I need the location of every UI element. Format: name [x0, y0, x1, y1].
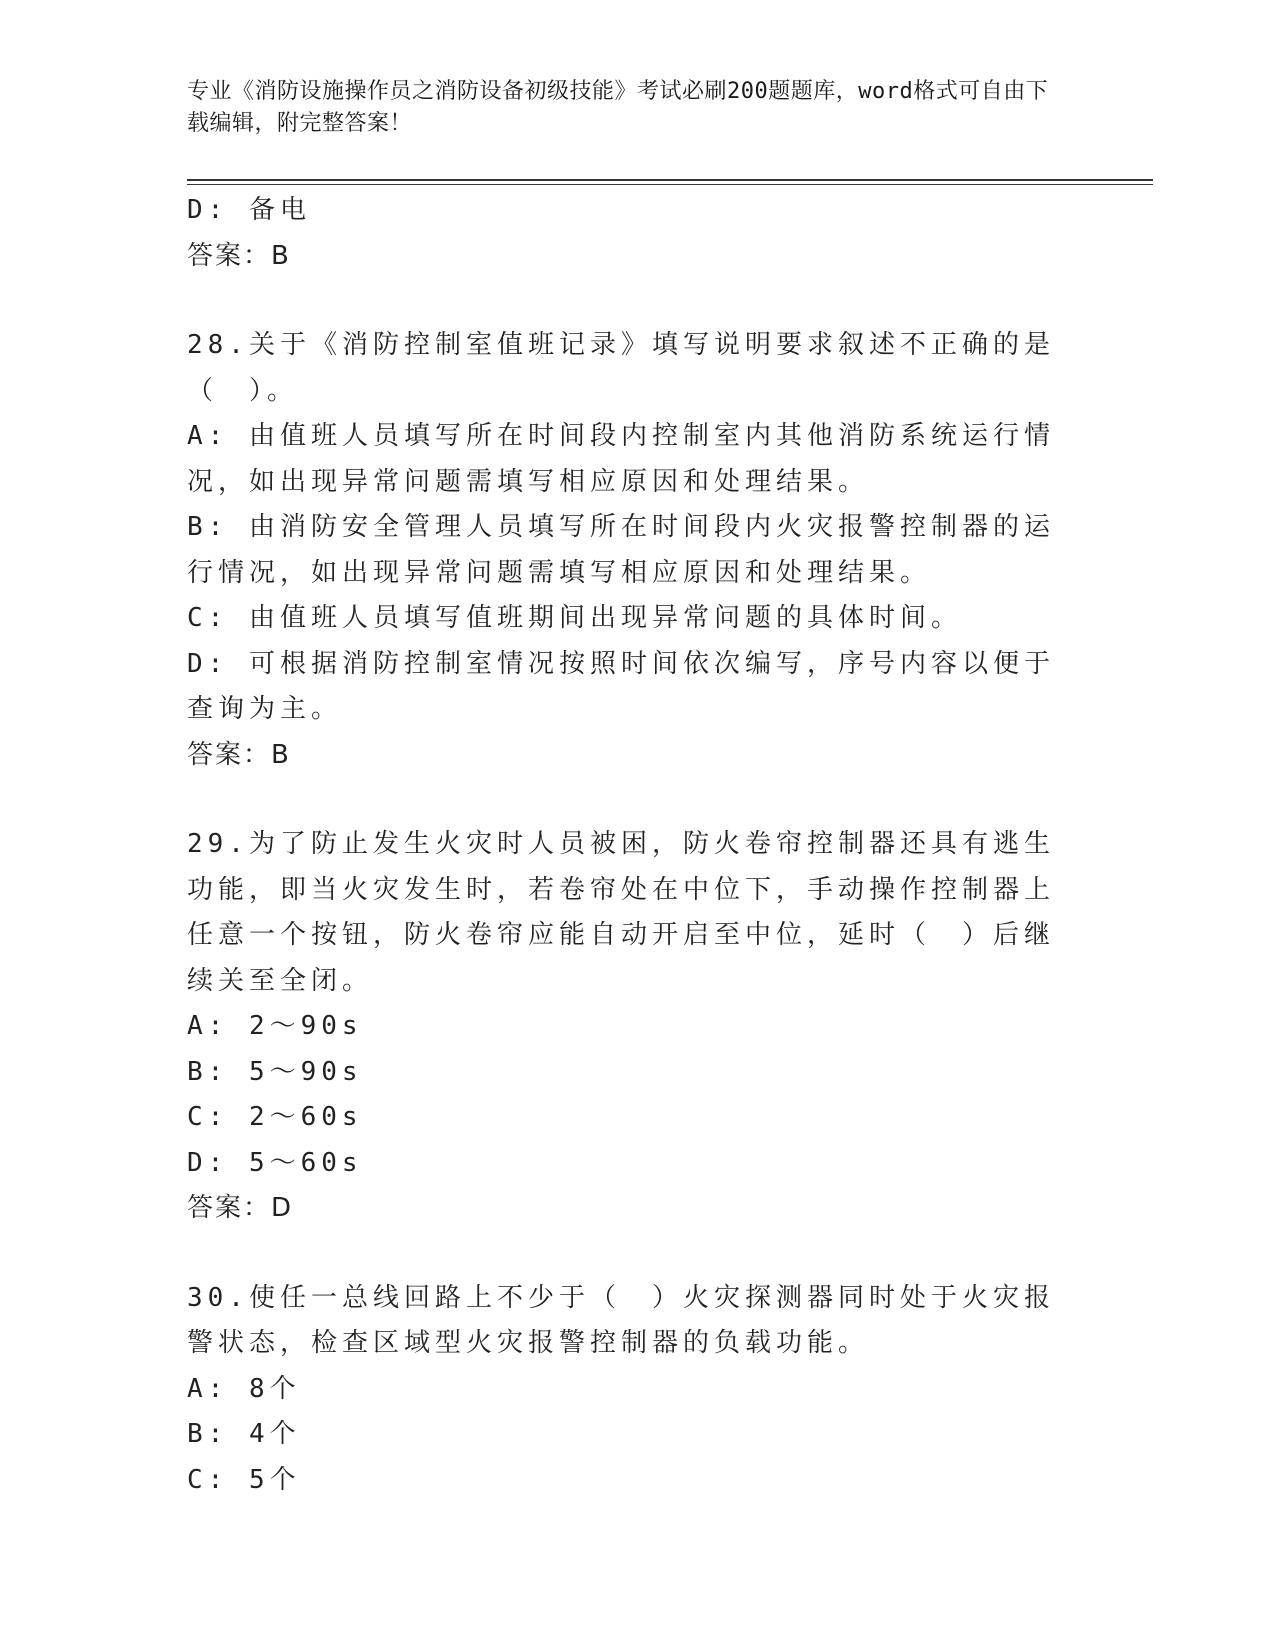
- answer-label: 答案：B: [187, 739, 291, 770]
- option-b: B: 4个: [187, 1419, 301, 1449]
- question-content: [187, 188, 1067, 1503]
- question-28: [187, 323, 1067, 778]
- option-c: C: 由值班人员填写值班期间出现异常问题的具体时间。: [187, 603, 962, 633]
- question-stem: 28.关于《消防控制室值班记录》填写说明要求叙述不正确的是（ ）。: [187, 330, 1055, 406]
- question-spacer: [187, 778, 1067, 822]
- question-30: [187, 1276, 1067, 1504]
- option-a: A: 2～90s: [187, 1011, 363, 1041]
- answer-label: 答案：D: [187, 1193, 294, 1223]
- header-divider-thin: [187, 184, 1153, 185]
- option-a: A: 由值班人员填写所在时间段内控制室内其他消防系统运行情况，如出现异常问题需填写相应原因和处理结果。: [187, 421, 1055, 497]
- question-stem: 30.使任一总线回路上不少于（ ）火灾探测器同时处于火灾报警状态，检查区域型火灾报警控制器的负载功能。: [187, 1282, 1055, 1358]
- option-d: D: 可根据消防控制室情况按照时间依次编写，序号内容以便于查询为主。: [187, 648, 1055, 724]
- option-b: B: 由消防安全管理人员填写所在时间段内火灾报警控制器的运行情况，如出现异常问题需填写相应原因和处理结果。: [187, 512, 1055, 588]
- question-stem: 29.为了防止发生火灾时人员被困，防火卷帘控制器还具有逃生功能，即当火灾发生时，若卷帘处在中位下，手动操作控制器上任意一个按钮，防火卷帘应能自动开启至中位，延时（ ）后继续关至全闭。: [187, 829, 1056, 996]
- answer-label: 答案：B: [187, 240, 291, 271]
- question-29: [187, 822, 1067, 1232]
- option-c: C: 5个: [187, 1464, 301, 1495]
- question-spacer: [187, 279, 1067, 323]
- question-spacer: [187, 1232, 1067, 1276]
- header-divider-thick: [187, 179, 1153, 181]
- option-a: A: 8个: [187, 1373, 301, 1404]
- option-d: D: 备电: [187, 195, 311, 225]
- option-c: C: 2～60s: [187, 1102, 363, 1132]
- option-b: B: 5～90s: [187, 1056, 363, 1087]
- option-d: D: 5～60s: [187, 1147, 363, 1178]
- document-title: 专业《消防设施操作员之消防设备初级技能》考试必刷200题题库，word格式可自由下载编辑，附完整答案！: [187, 79, 1049, 136]
